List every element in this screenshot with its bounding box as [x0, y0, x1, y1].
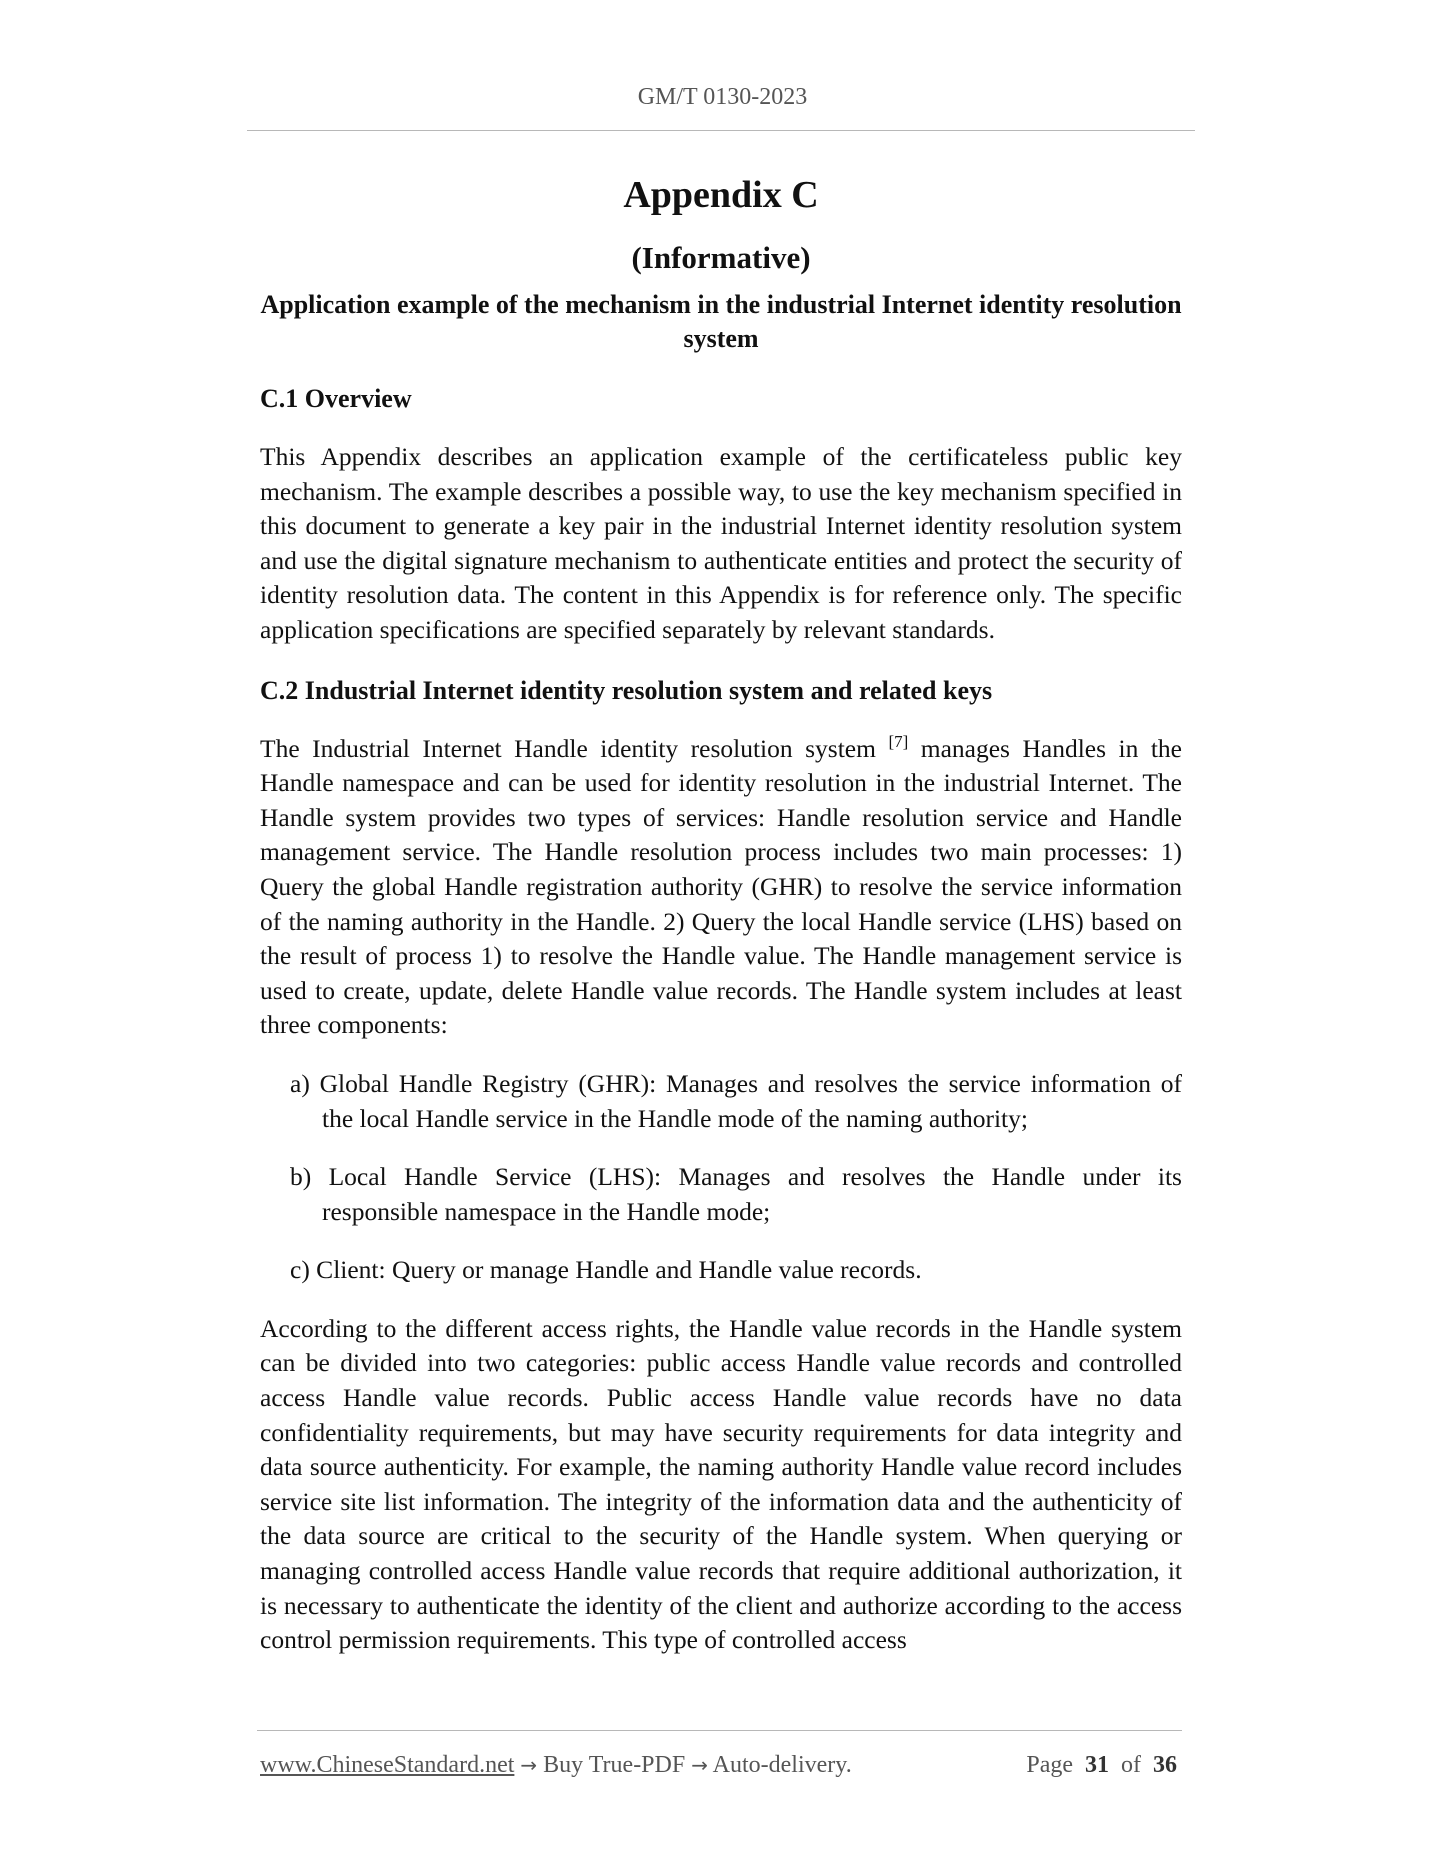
citation-reference[interactable]: [7] — [888, 731, 909, 751]
appendix-subtitle: (Informative) — [631, 240, 811, 275]
section-c1-paragraph: This Appendix describes an application example of the certificateless public key mechanism. The example describes a possible way, to use the key mechanism specified in this document to generate a key pair in the industrial Internet identity resolution system and use the digital signature mechanism to authenticate entities and protect the security of identity resolution data. The content in this Appendix is for reference only. The specific application specifications are specified separately by relevant standards. — [260, 442, 1182, 644]
component-list — [260, 1067, 1182, 1288]
arrow-right-icon: → — [520, 1753, 538, 1777]
document-header: GM/T 0130-2023 — [637, 84, 808, 110]
paragraph-text-after-citation: manages Handles in the Handle namespace and can be used for identity resolution in the industrial Internet. The Handle system provides two types of services: Handle resolution service and Handle management service. The Handle resolution process includes two main processes: 1) Query the global Handle registration authority (GHR) to resolve the service information of the naming authority in the Handle. 2) Query the local Handle service (LHS) based on the result of process 1) to resolve the Handle value. The Handle management service is used to create, update, delete Handle value records. The Handle system includes at least three components: — [260, 733, 1182, 1040]
website-link[interactable]: www.ChineseStandard.net — [260, 1752, 515, 1778]
page-number: 31 — [1085, 1752, 1109, 1778]
page-label: Page — [1026, 1752, 1073, 1778]
appendix-title: Appendix C — [623, 174, 819, 216]
of-label: of — [1121, 1752, 1141, 1778]
page-indicator — [1026, 1752, 1177, 1779]
buy-text: Buy True-PDF — [537, 1752, 692, 1778]
footer-divider — [257, 1730, 1182, 1731]
footer-promo — [260, 1752, 852, 1779]
list-item: a) Global Handle Registry (GHR): Manages and resolves the service information of the local Handle service in the Handle mode of the naming authority; — [290, 1068, 1182, 1133]
appendix-heading: Application example of the mechanism in the industrial Internet identity resolution system — [260, 290, 1182, 353]
paragraph-text-before-citation: The Industrial Internet Handle identity resolution system — [260, 733, 889, 763]
list-item: b) Local Handle Service (LHS): Manages and resolves the Handle under its responsible namespace in the Handle mode; — [290, 1162, 1182, 1226]
page-content — [260, 170, 1182, 1658]
arrow-right-icon: → — [691, 1753, 708, 1777]
section-c2-paragraph-2: According to the different access rights, the Handle value records in the Handle system can be divided into two categories: public access Handle value records and controlled access Handle value records. Public access Handle value records have no data confidentiality requirements, but may have security requirements for data integrity and data source authenticity. For example, the naming authority Handle value record includes service site list information. The integrity of the information data and the authenticity of the data source are critical to the security of the Handle system. When querying or managing controlled access Handle value records that require additional authorization, it is necessary to authenticate the identity of the client and authorize according to the access control permission requirements. This type of controlled access — [260, 1313, 1182, 1655]
section-c2-paragraph — [260, 732, 1182, 1043]
section-heading-c2: C.2 Industrial Internet identity resolution system and related keys — [260, 675, 993, 705]
delivery-text: Auto-delivery. — [707, 1752, 852, 1778]
section-heading-c1: C.1 Overview — [260, 384, 412, 413]
page-total: 36 — [1153, 1752, 1177, 1778]
header-divider — [247, 130, 1195, 131]
list-item: c) Client: Query or manage Handle and Handle value records. — [290, 1255, 922, 1285]
